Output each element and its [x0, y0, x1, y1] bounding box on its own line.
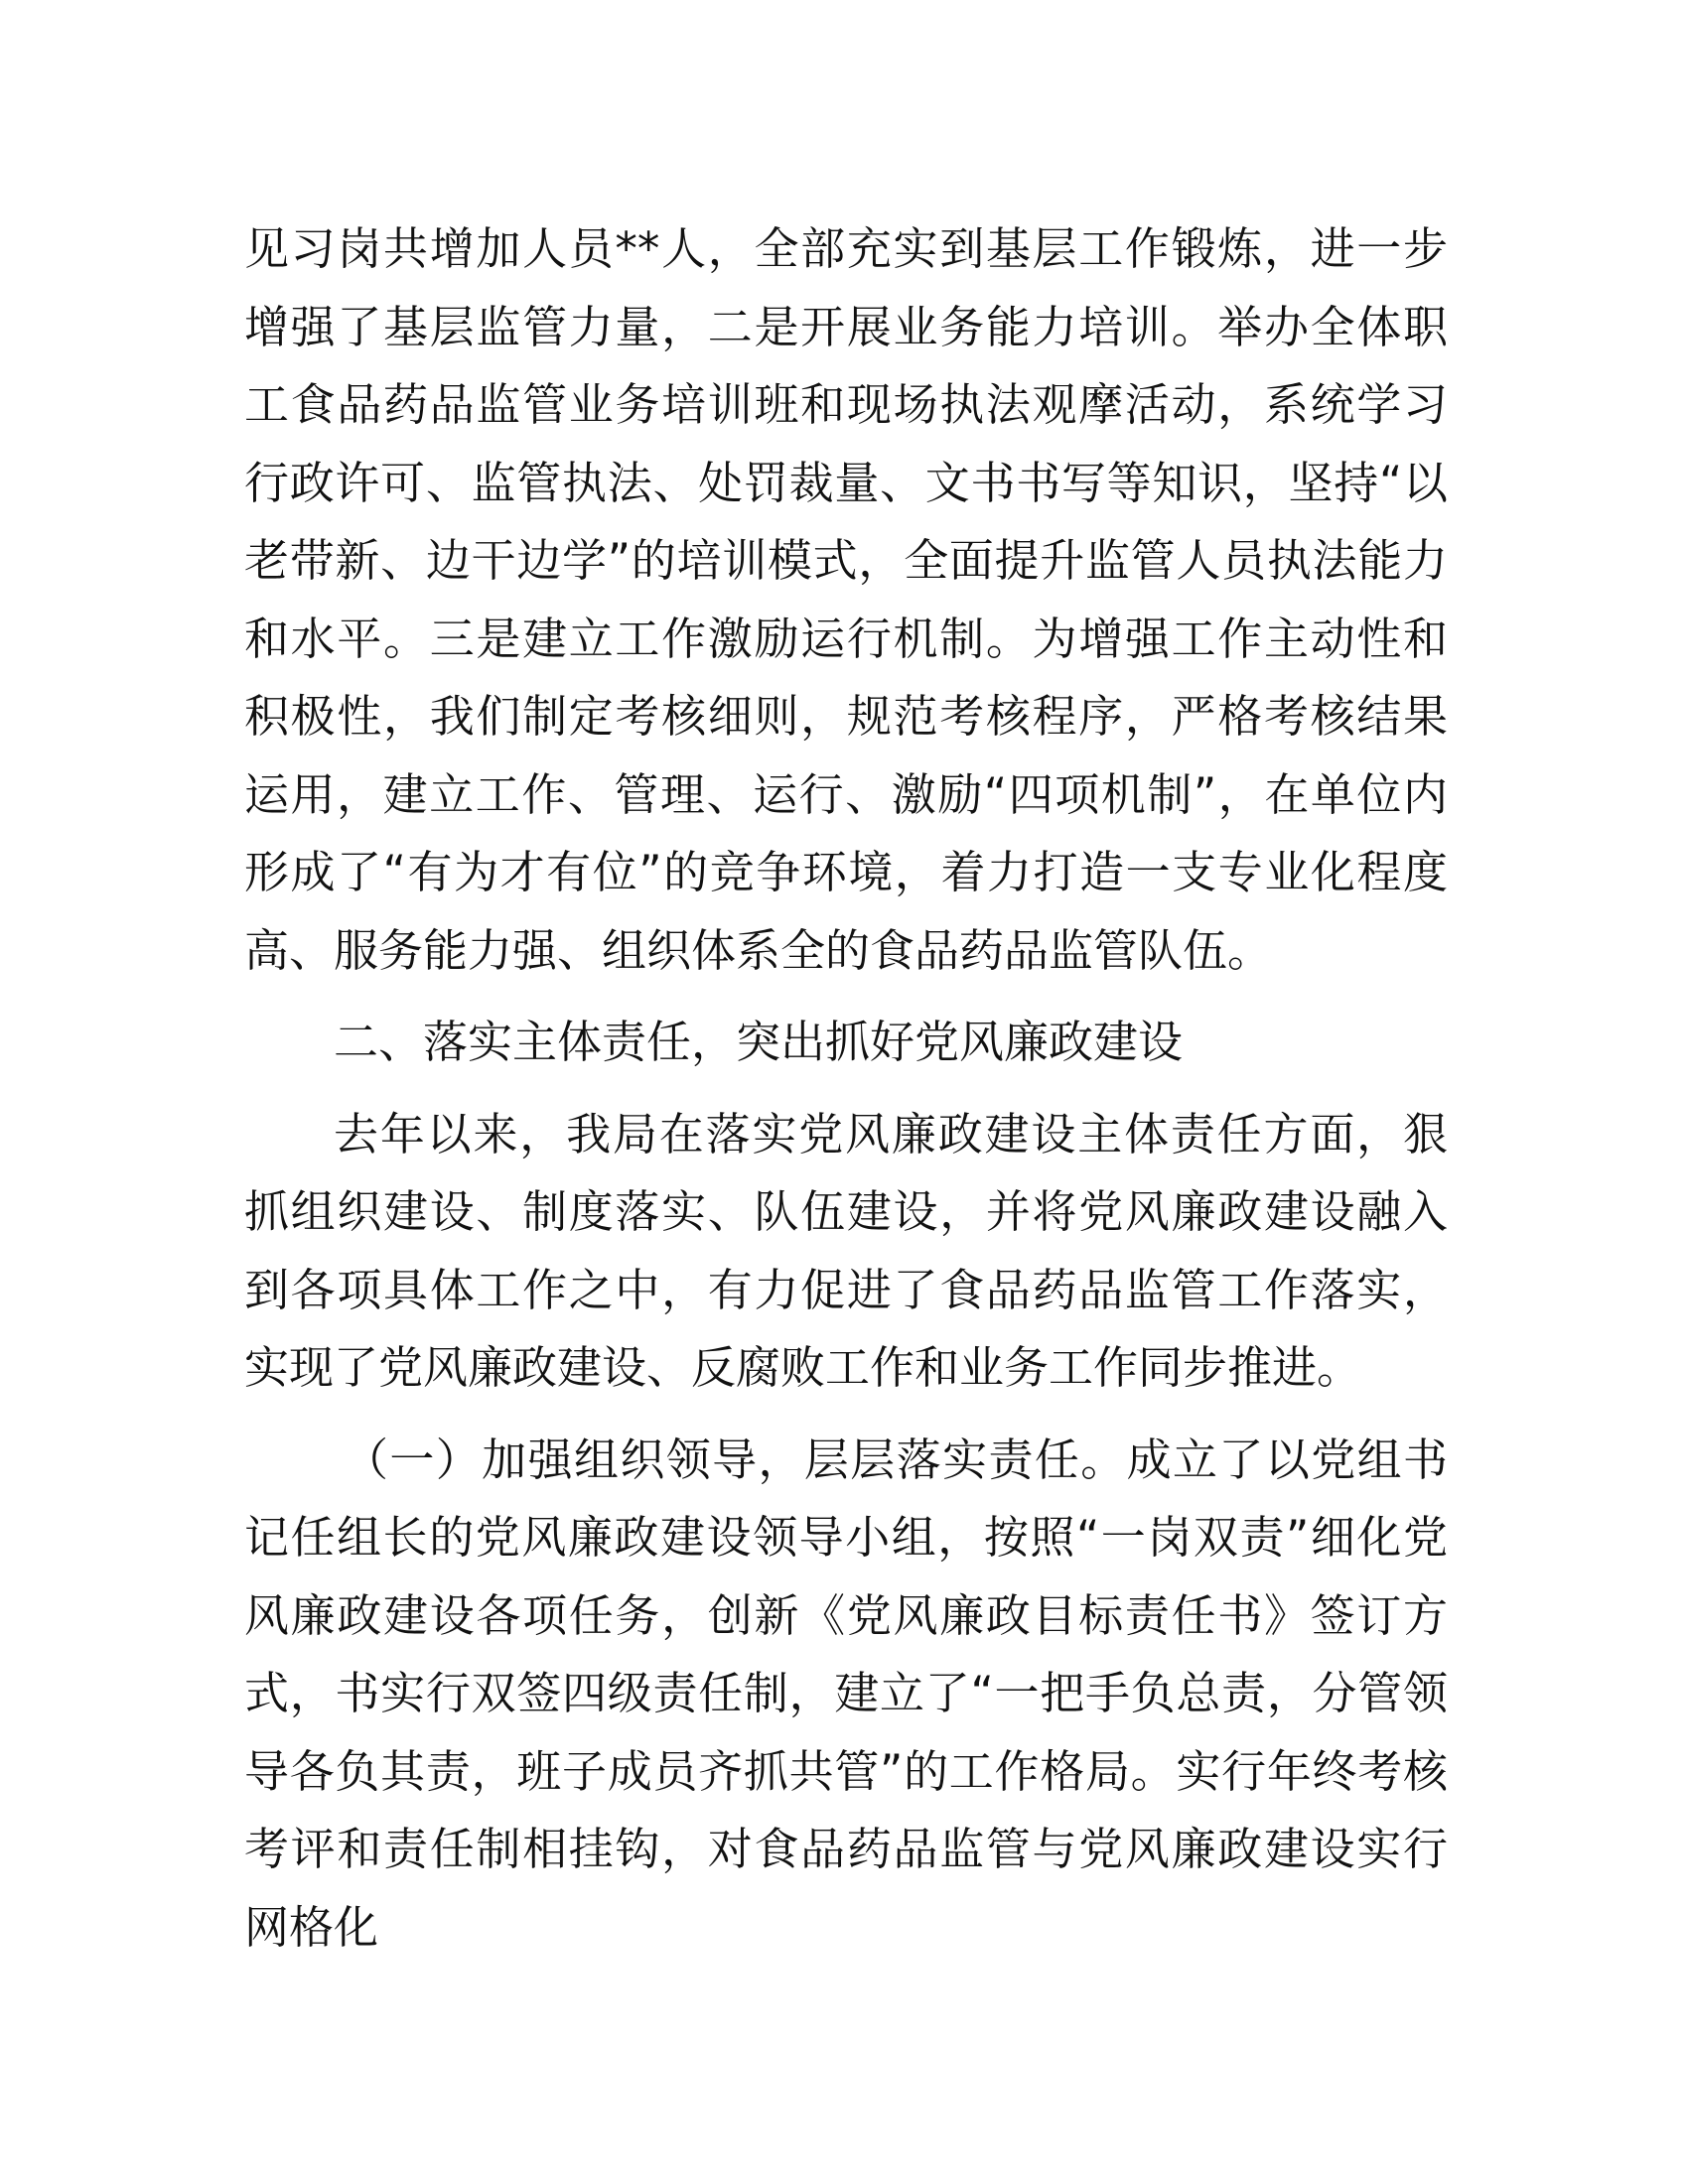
paragraph-subsection-1: （一）加强组织领导，层层落实责任。成立了以党组书记任组长的党风廉政建设领导小组，按照“一岗双责”细化党风廉政建设各项任务，创新《党风廉政目标责任书》签订方式，书实行双签四级责任制，建立了“一把手负总责，分管领导各负其责，班子成员齐抓共管”的工作格局。实行年终考核考评和责任制相挂钩，对食品药品监管与党风廉政建设实行网格化: [244, 1433, 1448, 1954]
document-body: [244, 210, 1448, 1967]
section-heading: 二、落实主体责任，突出抓好党风廉政建设: [334, 1016, 1184, 1068]
paragraph-continuation: 见习岗共增加人员**人，全部充实到基层工作锻炼，进一步增强了基层监管力量，二是开展业务能力培训。举办全体职工食品药品监管业务培训班和现场执法观摩活动，系统学习行政许可、监管执法、处罚裁量、文书书写等知识，坚持“以老带新、边干边学”的培训模式，全面提升监管人员执法能力和水平。三是建立工作激励运行机制。为增强工作主动性和积极性，我们制定考核细则，规范考核程序，严格考核结果运用，建立工作、管理、运行、激励“四项机制”，在单位内形成了“有为才有位”的竞争环境，着力打造一支专业化程度高、服务能力强、组织体系全的食品药品监管队伍。: [244, 222, 1448, 977]
paragraph-intro: 去年以来，我局在落实党风廉政建设主体责任方面，狠抓组织建设、制度落实、队伍建设，并将党风廉政建设融入到各项具体工作之中，有力促进了食品药品监管工作落实，实现了党风廉政建设、反腐败工作和业务工作同步推进。: [244, 1107, 1448, 1394]
